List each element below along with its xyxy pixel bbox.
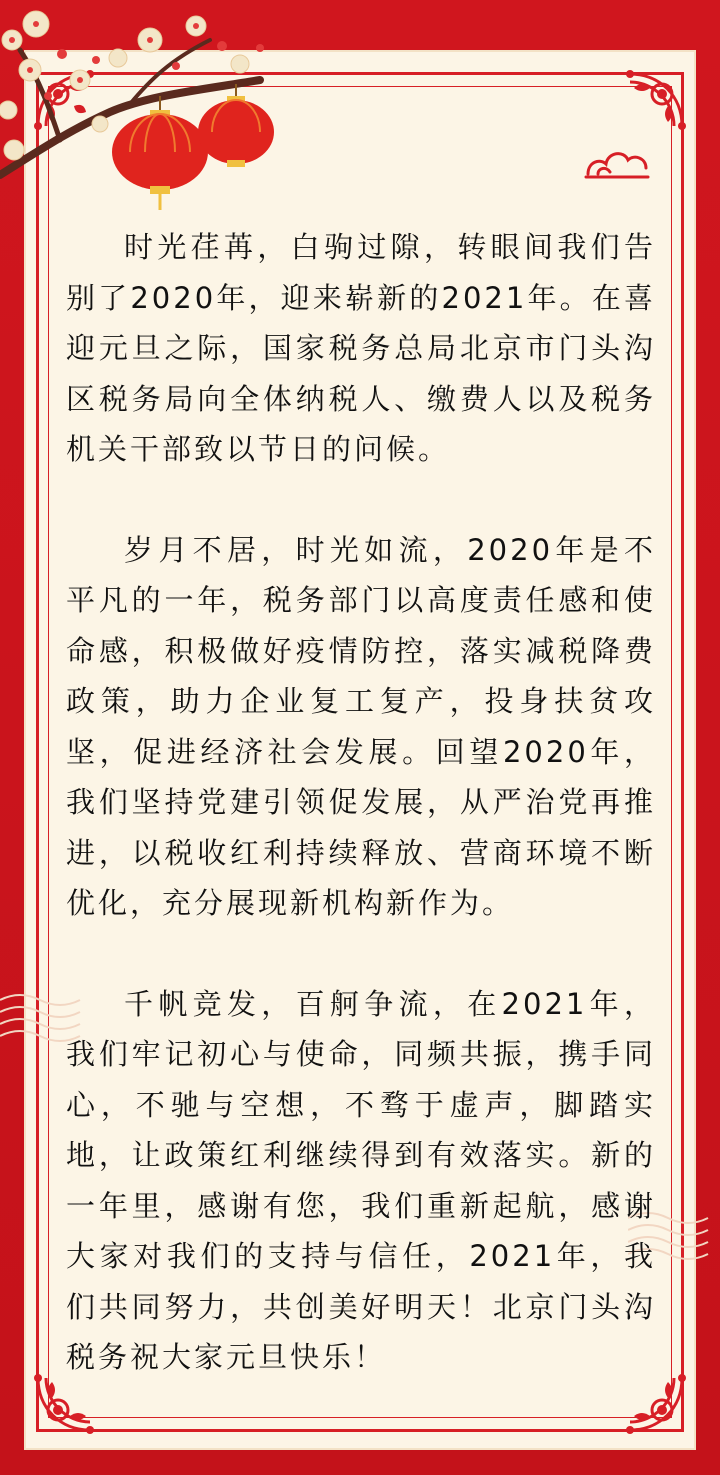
- paragraph: 时光荏苒，白驹过隙，转眼间我们告别了2020年，迎来崭新的2021年。在喜迎元旦之际，国家税务总局北京市门头沟区税务局向全体纳税人、缴费人以及税务机关干部致以节日的问候。: [66, 230, 656, 466]
- paragraph: 岁月不居，时光如流，2020年是不平凡的一年，税务部门以高度责任感和使命感，积极做好疫情防控，落实减税降费政策，助力企业复工复产，投身扶贫攻坚，促进经济社会发展。回望2020年，我们坚持党建引领促发展，从严治党再推进，以税收红利持续释放、营商环境不断优化，充分展现新机构新作为。: [66, 532, 656, 920]
- paragraph: 千帆竞发，百舸争流，在2021年，我们牢记初心与使命，同频共振，携手同心，不驰与空想，不骛于虚声，脚踏实地，让政策红利继续得到有效落实。新的一年里，感谢有您，我们重新起航，感谢大家对我们的支持与信任，2021年，我们共同努力，共创美好明天！北京门头沟税务祝大家元旦快乐！: [66, 986, 656, 1374]
- auspicious-cloud-icon: [584, 144, 650, 180]
- article-body: [66, 222, 656, 1383]
- plum-blossom-branch-icon: [0, 0, 330, 220]
